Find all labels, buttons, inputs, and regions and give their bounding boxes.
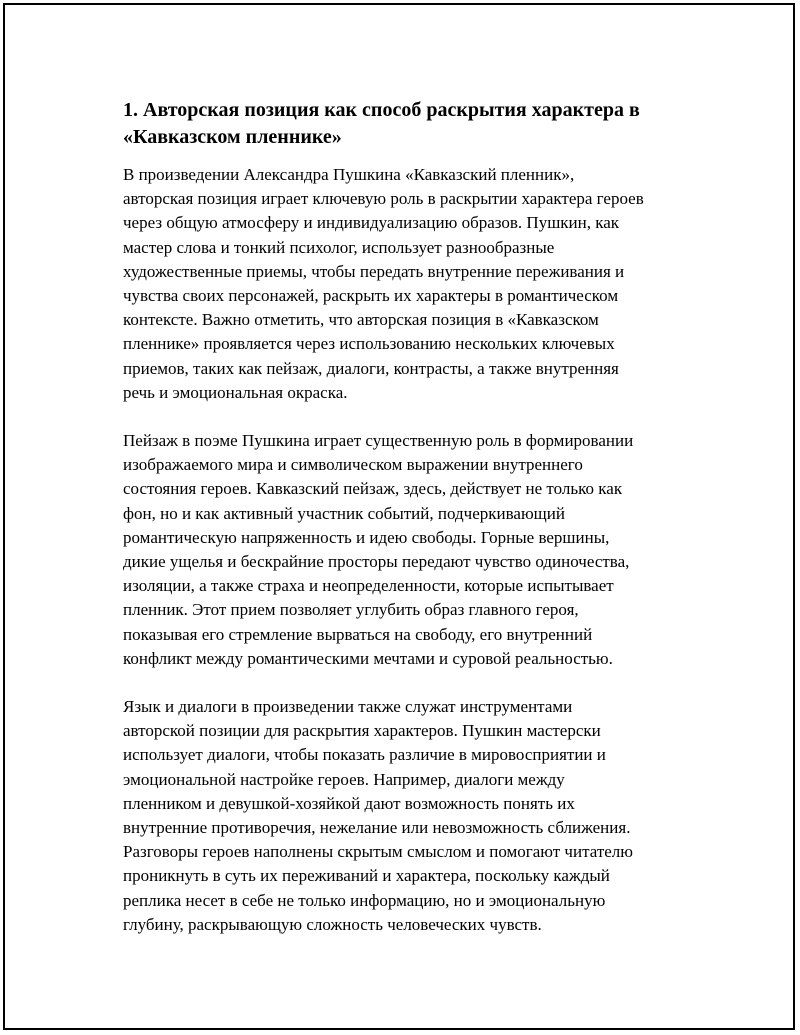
text-line: использует диалоги, чтобы показать различие в мировосприятии и [123, 745, 606, 765]
heading-line: 1. Авторская позиция как способ раскрытия характера в [123, 99, 640, 121]
text-line: показывая его стремление вырваться на свободу, его внутренний [123, 624, 593, 644]
text-line: эмоциональной настройке героев. Например, диалоги между [123, 769, 565, 789]
text-line: внутренние противоречия, нежелание или невозможность сближения. [123, 818, 631, 838]
text-line: пленник. Этот прием позволяет углубить образ главного героя, [123, 600, 579, 620]
text-line: глубину, раскрывающую сложность человеческих чувств. [123, 914, 542, 934]
section-heading [123, 97, 703, 151]
text-line: изображаемого мира и символическом выражении внутреннего [123, 455, 583, 475]
text-line: конфликт между романтическими мечтами и суровой реальностью. [123, 648, 613, 668]
text-line: дикие ущелья и бескрайние просторы передают чувство одиночества, [123, 552, 630, 572]
text-line: контексте. Важно отметить, что авторская позиция в «Кавказском [123, 310, 599, 330]
text-line: пленником и девушкой-хозяйкой дают возможность понять их [123, 793, 575, 813]
paragraph-landscape [123, 429, 703, 671]
text-line: Пейзаж в поэме Пушкина играет существенную роль в формировании [123, 431, 634, 451]
text-line: авторская позиция играет ключевую роль в раскрытии характера героев [123, 189, 644, 209]
text-line: романтическую напряженность и идею свободы. Горные вершины, [123, 527, 610, 547]
paragraph-dialogues [123, 695, 703, 937]
text-line: приемов, таких как пейзаж, диалоги, контрасты, а также внутренняя [123, 358, 619, 378]
page-frame [3, 3, 795, 1030]
paragraph-intro [123, 163, 703, 405]
text-line: авторской позиции для раскрытия характеров. Пушкин мастерски [123, 721, 601, 741]
text-line: реплика несет в себе не только информацию, но и эмоциональную [123, 890, 606, 910]
text-line: Разговоры героев наполнены скрытым смыслом и помогают читателю [123, 842, 633, 862]
text-line: через общую атмосферу и индивидуализацию образов. Пушкин, как [123, 213, 620, 233]
text-line: изоляции, а также страха и неопределенности, которые испытывает [123, 576, 614, 596]
text-line: речь и эмоциональная окраска. [123, 382, 348, 402]
text-line: мастер слова и тонкий психолог, использует разнообразные [123, 237, 555, 257]
text-line: В произведении Александра Пушкина «Кавказский пленник», [123, 165, 575, 184]
text-line: проникнуть в суть их переживаний и характера, поскольку каждый [123, 866, 610, 886]
document-body [123, 97, 703, 961]
text-line: Язык и диалоги в произведении также служат инструментами [123, 697, 573, 717]
text-line: чувства своих персонажей, раскрыть их характеры в романтическом [123, 286, 619, 306]
heading-line: «Кавказском пленнике» [123, 126, 342, 148]
text-line: фон, но и как активный участник событий, подчеркивающий [123, 503, 565, 523]
text-line: состояния героев. Кавказский пейзаж, здесь, действует не только как [123, 479, 623, 499]
text-line: художественные приемы, чтобы передать внутренние переживания и [123, 261, 625, 281]
text-line: пленнике» проявляется через использованию нескольких ключевых [123, 334, 615, 354]
